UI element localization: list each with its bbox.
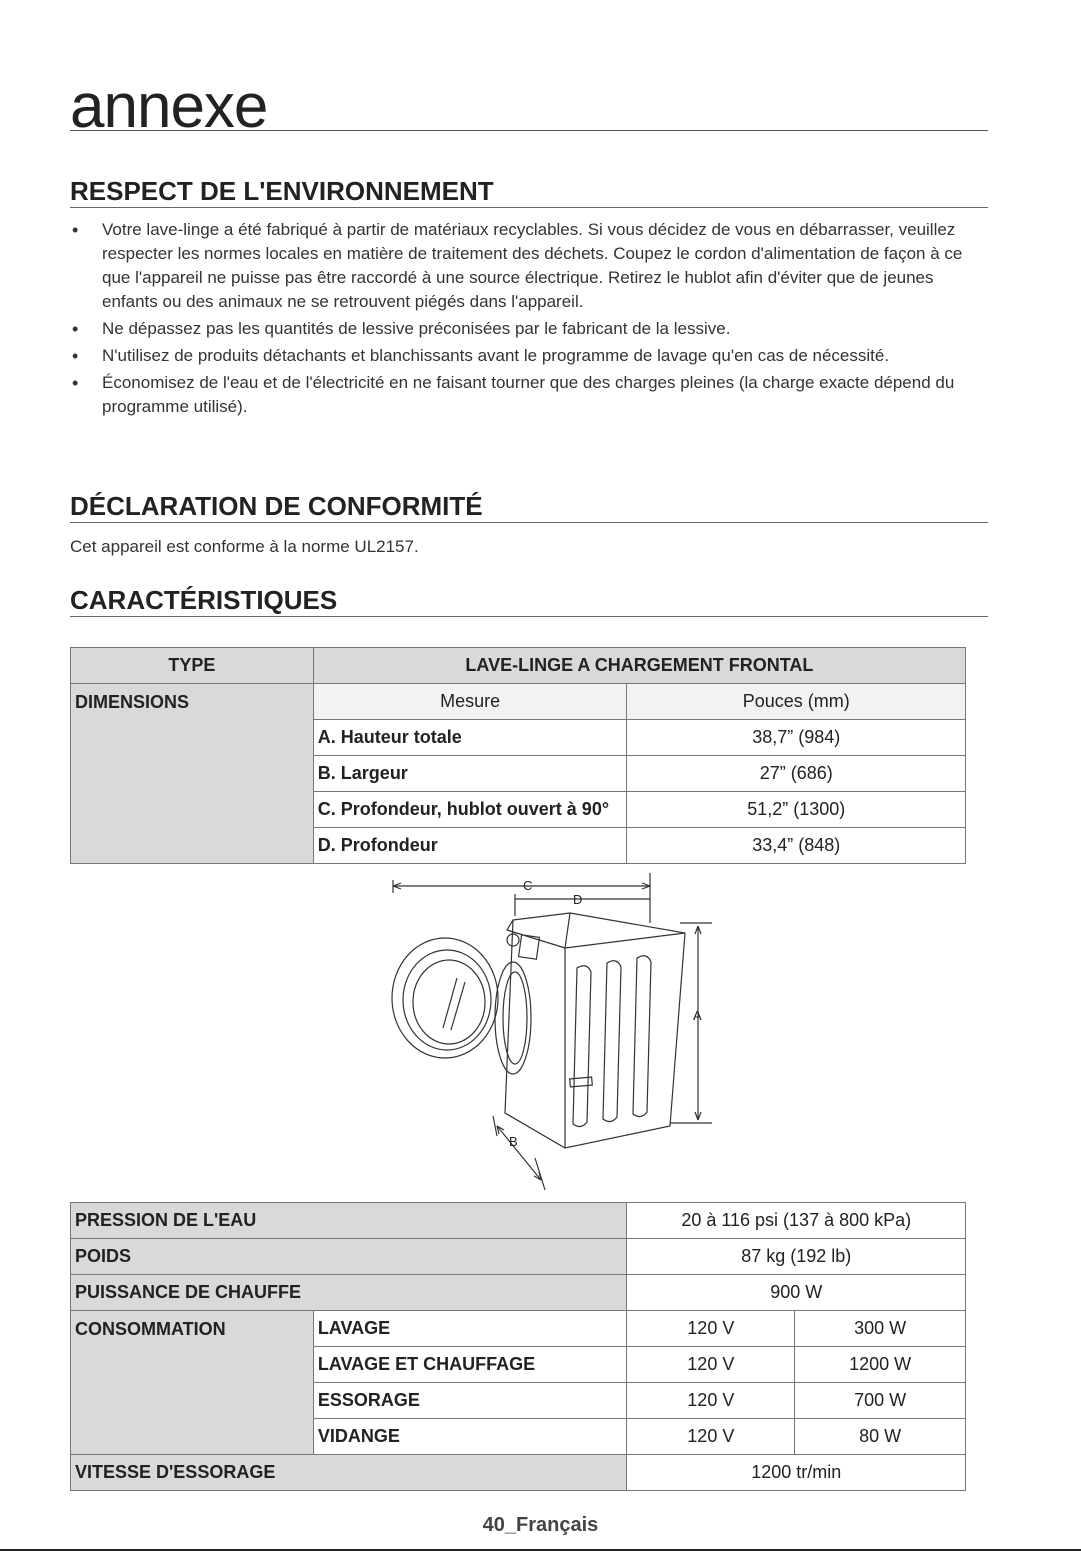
dimension-value: 27” (686) [627, 756, 966, 792]
spin-value: 1200 tr/min [627, 1455, 966, 1491]
diagram-label-d: D [573, 892, 583, 907]
table-row [71, 1203, 966, 1239]
specs-heading: CARACTÉRISTIQUES [70, 587, 988, 617]
consumption-voltage: 120 V [627, 1419, 795, 1455]
chapter-title: annexe [70, 72, 268, 141]
conformity-heading: DÉCLARATION DE CONFORMITÉ [70, 493, 988, 523]
consumption-mode: ESSORAGE [313, 1383, 627, 1419]
type-value: LAVE-LINGE A CHARGEMENT FRONTAL [313, 648, 965, 684]
consumption-voltage: 120 V [627, 1347, 795, 1383]
water-pressure-value: 20 à 116 psi (137 à 800 kPa) [627, 1203, 966, 1239]
dimensions-table [70, 647, 966, 864]
table-row [71, 1455, 966, 1491]
conformity-text: Cet appareil est conforme à la norme UL2157. [70, 537, 419, 556]
dimension-name: D. Profondeur [313, 828, 627, 864]
environment-heading: RESPECT DE L'ENVIRONNEMENT [70, 178, 988, 208]
chapter-header [70, 72, 988, 141]
weight-label: POIDS [71, 1239, 627, 1275]
performance-table [70, 1202, 966, 1491]
type-label: TYPE [71, 648, 314, 684]
table-row [71, 1311, 966, 1347]
dimension-name: B. Largeur [313, 756, 627, 792]
diagram-label-a: A [693, 1008, 702, 1023]
environment-list [70, 218, 990, 422]
list-item: • N'utilisez de produits détachants et blanchissants avant le programme de lavage qu'en cas de nécessité. [70, 344, 990, 368]
consumption-power: 1200 W [795, 1347, 966, 1383]
heating-label: PUISSANCE DE CHAUFFE [71, 1275, 627, 1311]
consumption-voltage: 120 V [627, 1383, 795, 1419]
consumption-power: 300 W [795, 1311, 966, 1347]
consumption-power: 80 W [795, 1419, 966, 1455]
weight-value: 87 kg (192 lb) [627, 1239, 966, 1275]
heating-value: 900 W [627, 1275, 966, 1311]
list-item: • Économisez de l'eau et de l'électricité en ne faisant tourner que des charges pleines (la charge exacte dépend du programme utilisé). [70, 371, 990, 419]
page-number: 40_Français [482, 1514, 599, 1536]
table-row [71, 1239, 966, 1275]
bottom-rule [0, 1549, 1081, 1551]
table-row [71, 1275, 966, 1311]
consumption-mode: VIDANGE [313, 1419, 627, 1455]
water-pressure-label: PRESSION DE L'EAU [71, 1203, 627, 1239]
diagram-label-b: B [509, 1134, 518, 1149]
list-item: • Ne dépassez pas les quantités de lessive préconisées par le fabricant de la lessive. [70, 317, 990, 341]
dimension-name: A. Hauteur totale [313, 720, 627, 756]
dimension-value: 38,7” (984) [627, 720, 966, 756]
consumption-voltage: 120 V [627, 1311, 795, 1347]
washer-dimension-drawing [385, 868, 720, 1193]
units-header: Pouces (mm) [627, 684, 966, 720]
measure-header: Mesure [313, 684, 627, 720]
dimension-name: C. Profondeur, hublot ouvert à 90° [313, 792, 627, 828]
consumption-label: CONSOMMATION [71, 1311, 314, 1455]
consumption-power: 700 W [795, 1383, 966, 1419]
diagram-label-c: C [523, 878, 533, 893]
consumption-mode: LAVAGE [313, 1311, 627, 1347]
dimension-value: 51,2” (1300) [627, 792, 966, 828]
list-item: • Votre lave-linge a été fabriqué à partir de matériaux recyclables. Si vous décidez de vous en débarrasser, veuillez respecter les normes locales en matière de traitement des déchets. Coupez le cordon d'alimentation de façon à ce que l'appareil ne puisse pas être raccordé à une source électrique. Retirez le hublot afin d'éviter que de jeunes enfants ou des animaux ne se retrouvent piégés dans l'appareil. [70, 218, 990, 314]
spin-label: VITESSE D'ESSORAGE [71, 1455, 627, 1491]
dimension-value: 33,4” (848) [627, 828, 966, 864]
dimensions-label: DIMENSIONS [71, 684, 314, 864]
consumption-mode: LAVAGE ET CHAUFFAGE [313, 1347, 627, 1383]
